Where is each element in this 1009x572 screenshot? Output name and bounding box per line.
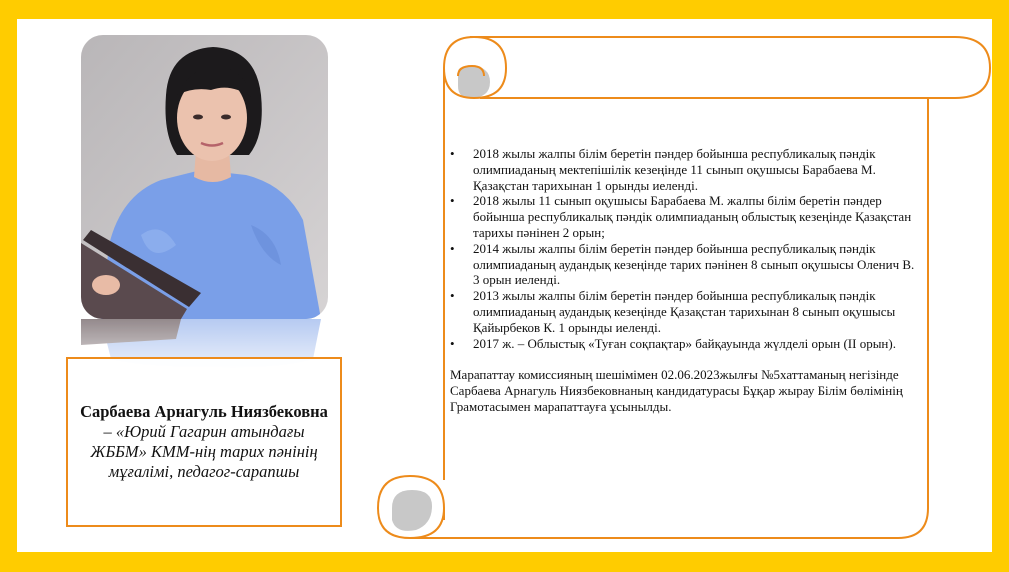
teacher-position: «Юрий Гагарин атындағы ЖББМ» КММ-нің тарих пәнінің мұғалімі, педагог-сарапшы — [90, 422, 318, 481]
list-item — [450, 240, 920, 288]
scroll-top-curl — [458, 66, 490, 98]
achievement-text: 2017 ж. – Облыстық «Туған соқпақтар» байқауында жүлделі орын (ІІ орын). — [473, 335, 896, 351]
bullet-icon: • — [450, 193, 455, 209]
commission-decision: Марапаттау комиссияның шешімімен 02.06.2023жылғы №5хаттаманың негізінде Сарбаева Арнагуль Ниязбековнаның кандидатурасы Бұқар жырау Білім бөлімінің Грамотасымен марапаттауға ұсынылды. — [450, 367, 903, 414]
achievements-panel — [450, 146, 920, 428]
list-item — [450, 335, 920, 352]
achievement-text: 2014 жылы жалпы білім беретін пәндер бойынша республикалық пәндік олимпиаданың аудандық кезеңінде тарих пәнінен 8 сынып оқушысы Оленич В. 3 орын иеленді. — [473, 240, 915, 288]
bullet-icon: • — [450, 288, 455, 304]
teacher-name: Сарбаева Арнагуль Ниязбековна — [80, 402, 328, 421]
list-item — [450, 193, 920, 240]
bullet-icon: • — [450, 240, 455, 256]
bullet-icon: • — [450, 335, 455, 351]
scroll-top-roll — [470, 37, 990, 98]
bullet-icon: • — [450, 146, 455, 161]
achievement-text: 2018 жылы 11 сынып оқушысы Барабаева М. жалпы білім беретін пәндер бойынша республикалық пәндік олимпиаданың облыстық кезеңінде Қазақстан тарихы пәнінен 2 орын; — [473, 193, 912, 240]
achievement-text: 2013 жылы жалпы білім беретін пәндер бойынша республикалық пәндік олимпиаданың аудандық кезеңінде Қазақстан тарихынан 8 сынып оқушысы Қайырбеков К. 1 орынды иеленді. — [473, 288, 896, 335]
achievements-list — [450, 146, 920, 351]
list-item — [450, 288, 920, 335]
achievement-text: 2018 жылы жалпы білім беретін пәндер бойынша республикалық пәндік олимпиаданың мектепішілік кезеңінде 11 сынып оқушысы Барабаева М. Қазақстан тарихынан 1 орынды иеленді. — [473, 146, 876, 193]
list-item — [450, 146, 920, 193]
name-dash: – — [103, 422, 116, 441]
